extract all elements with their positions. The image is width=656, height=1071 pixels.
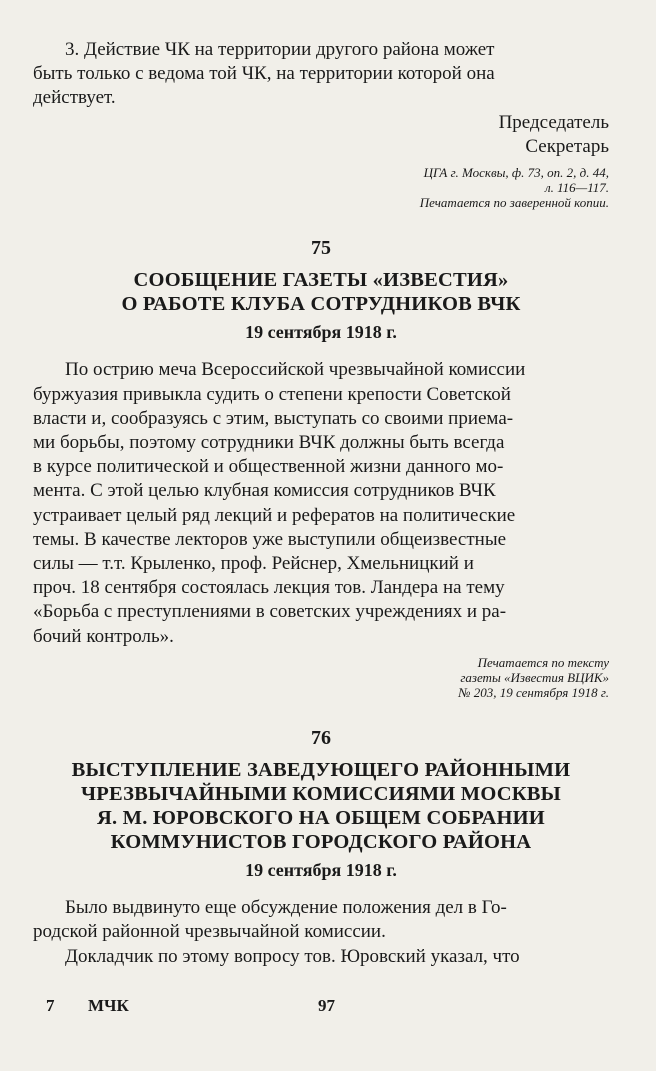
continuation-line: быть только с ведома той ЧК, на территории которой она — [33, 63, 495, 85]
source-line: Печатается по заверенной копии. — [419, 195, 609, 211]
document-title-line: ВЫСТУПЛЕНИЕ ЗАВЕДУЮЩЕГО РАЙОННЫМИ — [71, 759, 571, 782]
body-line: бочий контроль». — [33, 625, 174, 647]
body-line: Было выдвинуто еще обсуждение положения дел в Го- — [65, 897, 507, 919]
document-title-line: Я. М. ЮРОВСКОГО НА ОБЩЕМ СОБРАНИИ — [97, 807, 545, 830]
document-title-line: О РАБОТЕ КЛУБА СОТРУДНИКОВ ВЧК — [121, 293, 521, 316]
document-title-line: СООБЩЕНИЕ ГАЗЕТЫ «ИЗВЕСТИЯ» — [133, 269, 509, 292]
source-line: л. 116—117. — [544, 180, 609, 196]
body-line: в курсе политической и общественной жизни данного мо- — [33, 456, 504, 478]
source-line: Печатается по тексту — [477, 654, 609, 670]
source-line: № 203, 19 сентября 1918 г. — [458, 684, 609, 700]
body-line: «Борьба с преступлениями в советских учреждениях и ра- — [33, 601, 507, 623]
document-date: 19 сентября 1918 г. — [245, 860, 397, 881]
continuation-line: действует. — [33, 87, 116, 109]
continuation-block — [33, 38, 609, 210]
body-line: мента. С этой целью клубная комиссия сотрудников ВЧК — [33, 480, 496, 502]
document-body — [33, 896, 609, 969]
document-title-line: ЧРЕЗВЫЧАЙНЫМИ КОМИССИЯМИ МОСКВЫ — [81, 783, 561, 806]
signature-text: МЧК — [88, 996, 129, 1015]
body-line: Докладчик по этому вопросу тов. Юровский указал, что — [65, 945, 520, 967]
document-number: 75 — [311, 237, 331, 260]
page-number: 97 — [318, 996, 335, 1015]
source-line: ЦГА г. Москвы, ф. 73, оп. 2, д. 44, — [423, 165, 609, 181]
newspaper-source — [33, 655, 609, 700]
document-number: 76 — [311, 726, 331, 749]
signature-mark: 7 — [46, 996, 55, 1015]
document-date: 19 сентября 1918 г. — [245, 322, 397, 343]
body-line: буржуазия привыкла судить о степени крепости Советской — [33, 383, 511, 405]
signature-chairman: Председатель — [498, 111, 609, 133]
document-body — [33, 358, 609, 648]
source-line: газеты «Известия ВЦИК» — [460, 669, 609, 685]
body-line: родской районной чрезвычайной комиссии. — [33, 921, 386, 943]
archive-source — [33, 165, 609, 210]
body-line: ми борьбы, поэтому сотрудники ВЧК должны быть всегда — [33, 432, 505, 454]
body-line: власти и, сообразуясь с этим, выступать со своими приема- — [33, 407, 514, 429]
document-page — [33, 38, 609, 969]
body-line: силы — т.т. Крыленко, проф. Рейснер, Хмельницкий и — [33, 553, 474, 575]
body-line: темы. В качестве лекторов уже выступили общеизвестные — [33, 528, 507, 550]
document-title-line: КОММУНИСТОВ ГОРОДСКОГО РАЙОНА — [110, 831, 532, 854]
document-76 — [33, 726, 609, 969]
body-line: проч. 18 сентября состоялась лекция тов. Ландера на тему — [33, 577, 505, 599]
document-75 — [33, 236, 609, 700]
body-line: По острию меча Всероссийской чрезвычайной комиссии — [65, 359, 526, 381]
body-line: устраивает целый ряд лекций и рефератов на политические — [33, 504, 516, 526]
signature-secretary: Секретарь — [525, 135, 609, 157]
continuation-line: 3. Действие ЧК на территории другого района может — [65, 39, 495, 60]
